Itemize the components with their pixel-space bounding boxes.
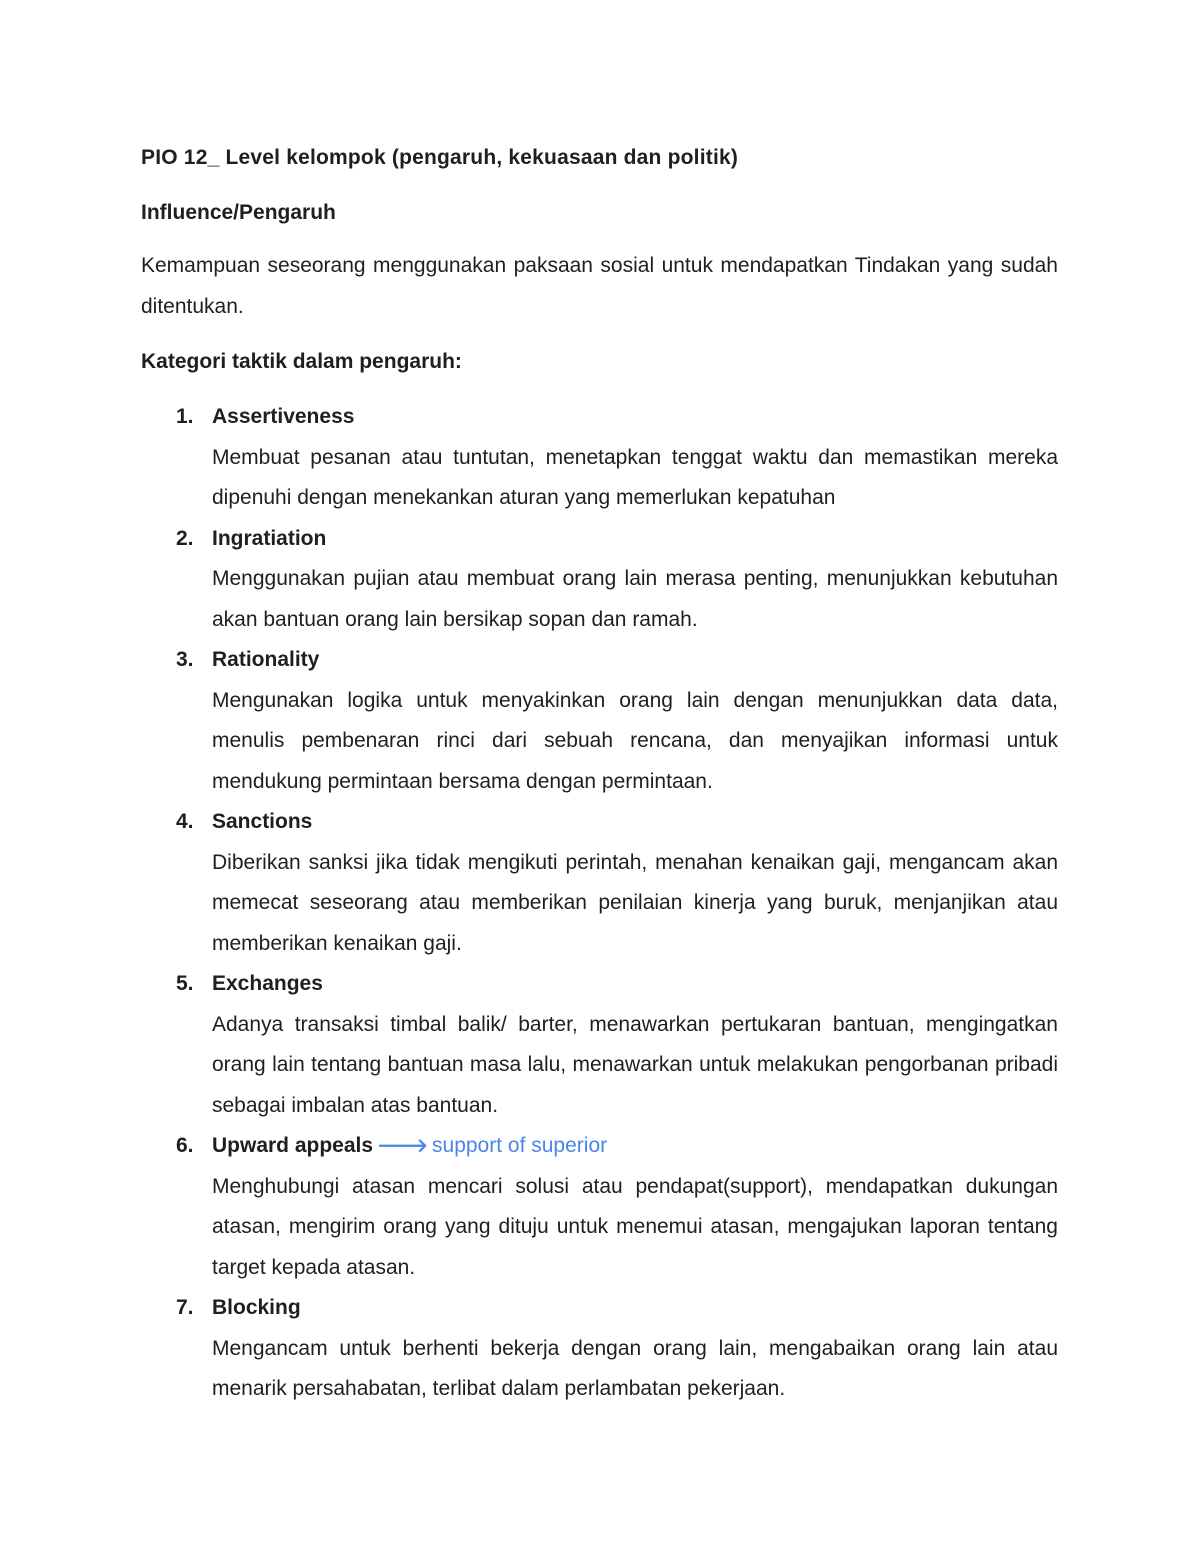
list-item-sanctions xyxy=(141,802,1058,964)
tactic-name: Sanctions xyxy=(212,810,313,833)
list-item-number: 4. xyxy=(176,810,194,833)
list-item-rationality xyxy=(141,640,1058,802)
tactic-note: support of superior xyxy=(432,1134,608,1157)
list-item-number: 7. xyxy=(176,1296,194,1319)
tactic-name: Upward appeals xyxy=(212,1134,374,1157)
section-heading-influence: Influence/Pengaruh xyxy=(141,201,336,224)
tactics-subheading: Kategori taktik dalam pengaruh: xyxy=(141,350,462,373)
definition-paragraph: Kemampuan seseorang menggunakan paksaan sosial untuk mendapatkan Tindakan yang sudah ditentukan. xyxy=(141,254,1058,318)
list-item-blocking xyxy=(141,1288,1058,1410)
tactic-description: Membuat pesanan atau tuntutan, menetapkan tenggat waktu dan memastikan mereka dipenuhi dengan menekankan aturan yang memerlukan kepatuhan xyxy=(212,445,1058,509)
tactic-name: Ingratiation xyxy=(212,526,327,550)
tactics-list xyxy=(141,397,1058,1410)
list-item-upward-appeals xyxy=(141,1126,1058,1288)
list-item-number: 5. xyxy=(176,972,194,995)
tactic-name: Exchanges xyxy=(212,972,323,995)
tactic-description: Adanya transaksi timbal balik/ barter, menawarkan pertukaran bantuan, mengingatkan orang lain tentang bantuan masa lalu, menawarkan untuk melakukan pengorbanan pribadi sebagai imbalan atas bantuan. xyxy=(212,1012,1058,1117)
arrow-right-icon: 🡒 xyxy=(377,1135,429,1157)
tactic-name-row xyxy=(212,1126,1058,1167)
list-item-assertiveness xyxy=(141,397,1058,519)
tactic-name: Rationality xyxy=(212,648,320,671)
tactic-name: Blocking xyxy=(212,1296,301,1319)
tactic-description: Menggunakan pujian atau membuat orang lain merasa penting, menunjukkan kebutuhan akan bantuan orang lain bersikap sopan dan ramah. xyxy=(212,567,1058,631)
tactic-name: Assertiveness xyxy=(212,405,355,428)
tactic-description: Diberikan sanksi jika tidak mengikuti perintah, menahan kenaikan gaji, mengancam akan memecat seseorang atau memberikan penilaian kinerja yang buruk, menjanjikan atau memberikan kenaikan gaji. xyxy=(212,850,1058,955)
tactic-description: Mengancam untuk berhenti bekerja dengan orang lain, mengabaikan orang lain atau menarik persahabatan, terlibat dalam perlambatan pekerjaan. xyxy=(212,1336,1058,1400)
list-item-number: 6. xyxy=(176,1134,194,1157)
document-page xyxy=(141,138,1058,1410)
tactic-description: Menghubungi atasan mencari solusi atau pendapat(support), mendapatkan dukungan atasan, mengirim orang yang dituju untuk menemui atasan, mengajukan laporan tentang target kepada atasan. xyxy=(212,1174,1058,1279)
list-item-number: 3. xyxy=(176,648,194,671)
list-item-ingratiation xyxy=(141,519,1058,641)
list-item-exchanges xyxy=(141,964,1058,1126)
list-item-number: 2. xyxy=(176,526,194,550)
tactic-description: Mengunakan logika untuk menyakinkan orang lain dengan menunjukkan data data, menulis pembenaran rinci dari sebuah rencana, dan menyajikan informasi untuk mendukung permintaan bersama dengan permintaan. xyxy=(212,688,1058,793)
list-item-number: 1. xyxy=(176,405,194,428)
document-title: PIO 12_ Level kelompok (pengaruh, kekuasaan dan politik) xyxy=(141,146,739,169)
